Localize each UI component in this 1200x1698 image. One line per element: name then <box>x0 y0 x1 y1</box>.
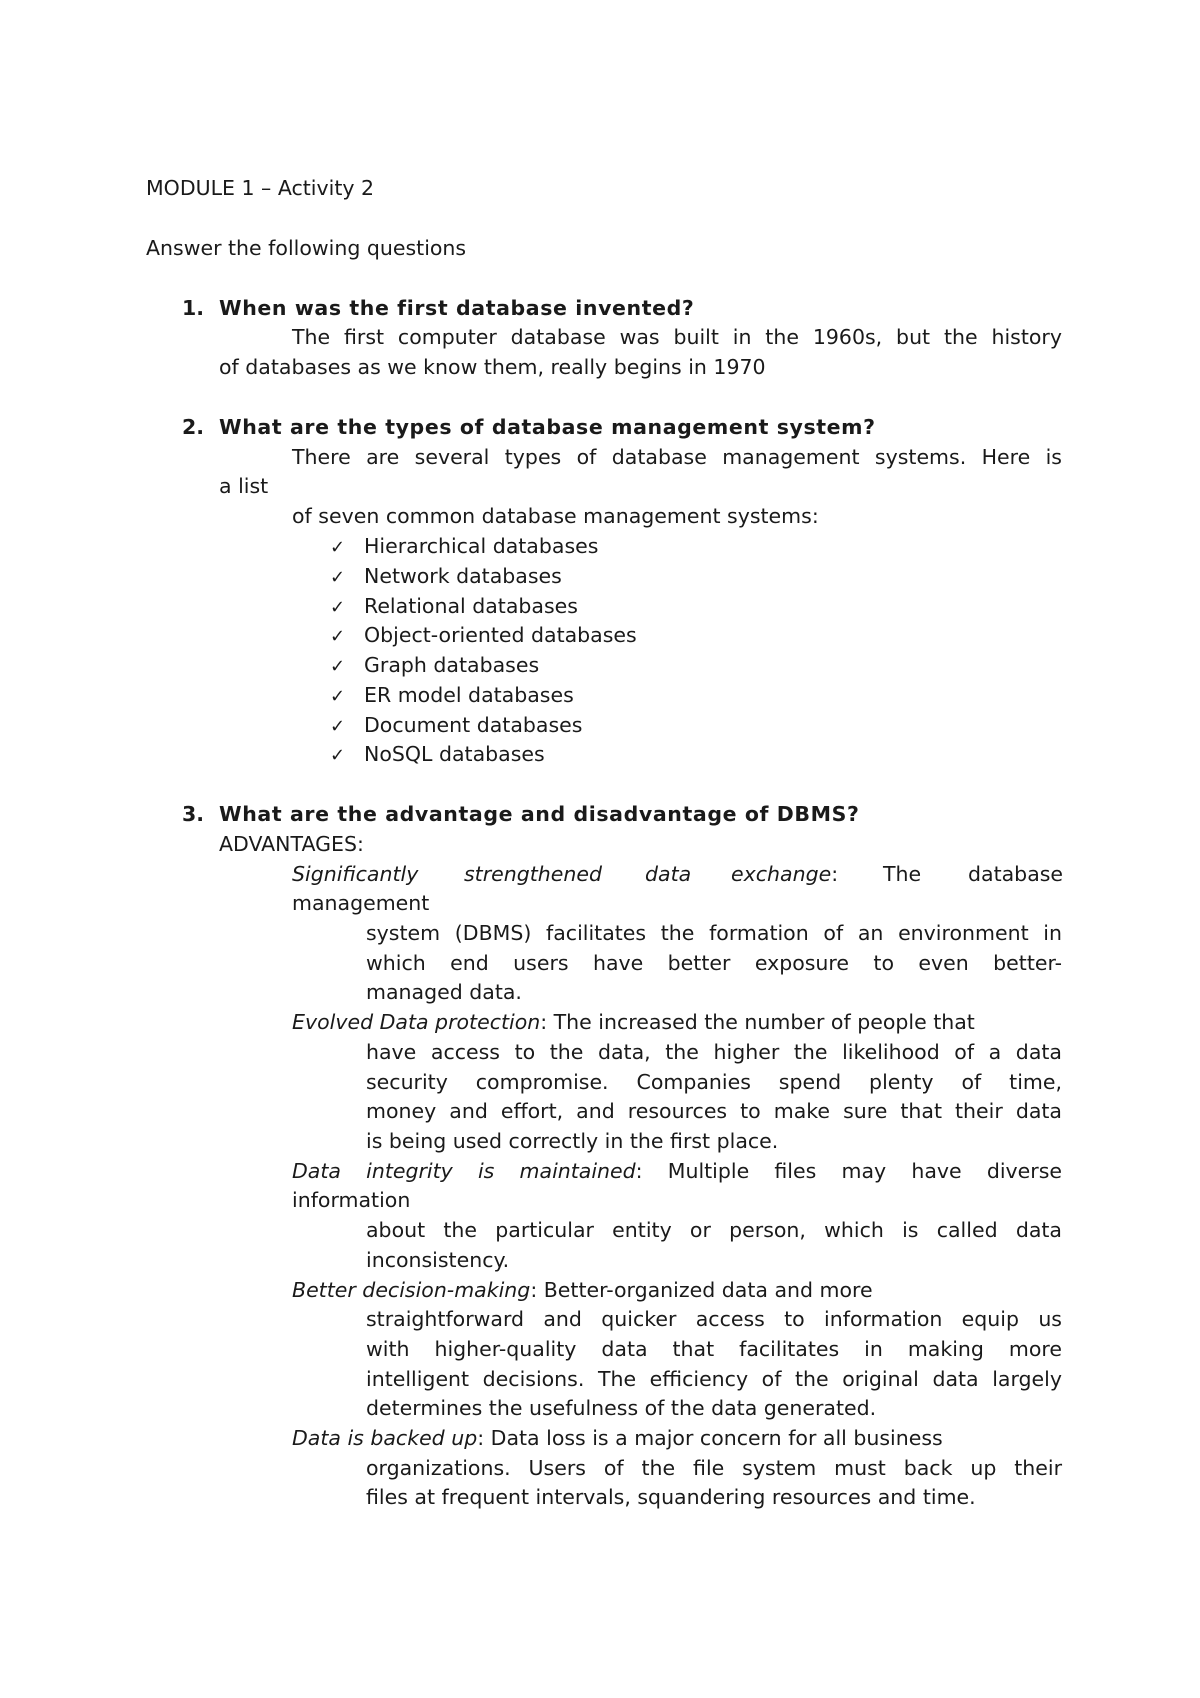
advantage-text: about the particular entity or person, which is called data <box>366 1218 1062 1242</box>
advantage-term: data <box>645 862 692 886</box>
advantage-text: management <box>292 891 430 915</box>
list-item-label: Object-oriented databases <box>364 623 637 647</box>
question-heading: What are the types of database management system? <box>219 415 876 439</box>
checkmark-icon: ✓ <box>330 716 346 737</box>
question-number: 1. <box>182 296 205 320</box>
list-item <box>330 594 345 618</box>
list-item-label: Document databases <box>364 713 583 737</box>
question-number: 3. <box>182 802 205 826</box>
advantage-text: security compromise. Companies spend plenty of time, <box>366 1070 1062 1094</box>
list-item-label: Network databases <box>364 564 562 588</box>
advantage-text: files at frequent intervals, squandering resources and time. <box>366 1485 976 1509</box>
advantage-text: organizations. Users of the file system must back up their <box>366 1456 1062 1480</box>
advantage-term: exchange: <box>731 862 839 886</box>
advantage-text: inconsistency. <box>366 1248 510 1272</box>
answer-line: There are several types of database management systems. Here is <box>292 445 1062 469</box>
advantage-term: Significantly <box>292 862 419 886</box>
advantage-text: which end users have better exposure to even better- <box>366 951 1062 975</box>
list-item-label: NoSQL databases <box>364 742 545 766</box>
advantage-item <box>292 1159 1062 1183</box>
list-item <box>330 534 345 558</box>
advantage-text: with higher-quality data that facilitates in making more <box>366 1337 1062 1361</box>
instruction-text: Answer the following questions <box>146 236 467 260</box>
advantage-text: : Better-organized data and more <box>530 1278 873 1302</box>
advantage-term: Data integrity is maintained <box>292 1159 636 1183</box>
checkmark-icon: ✓ <box>330 597 346 618</box>
advantage-text: : Data loss is a major concern for all business <box>477 1426 943 1450</box>
advantage-text: is being used correctly in the first place. <box>366 1129 779 1153</box>
list-item-label: Hierarchical databases <box>364 534 599 558</box>
checkmark-icon: ✓ <box>330 686 346 707</box>
checkmark-icon: ✓ <box>330 626 346 647</box>
advantage-text: have access to the data, the higher the likelihood of a data <box>366 1040 1062 1064</box>
advantage-item <box>292 1278 873 1302</box>
list-item <box>330 564 345 588</box>
advantage-term: Evolved Data protection <box>292 1010 541 1034</box>
advantage-text: determines the usefulness of the data generated. <box>366 1396 877 1420</box>
checkmark-icon: ✓ <box>330 656 346 677</box>
checkmark-icon: ✓ <box>330 745 346 766</box>
list-item <box>330 653 345 677</box>
list-item <box>330 742 345 766</box>
advantage-item <box>292 1010 975 1034</box>
advantage-text: database <box>968 862 1064 886</box>
list-item <box>330 623 345 647</box>
advantages-label: ADVANTAGES: <box>219 832 364 856</box>
advantage-item <box>292 1426 943 1450</box>
question-heading: What are the advantage and disadvantage of DBMS? <box>219 802 860 826</box>
answer-line: a list <box>219 474 269 498</box>
list-item <box>330 713 345 737</box>
list-item-label: Graph databases <box>364 653 540 677</box>
advantage-text: The <box>883 862 922 886</box>
advantage-term: Better decision-making <box>292 1278 531 1302</box>
list-item-label: ER model databases <box>364 683 574 707</box>
advantage-text: straightforward and quicker access to information equip us <box>366 1307 1062 1331</box>
advantage-text: money and effort, and resources to make sure that their data <box>366 1099 1062 1123</box>
advantage-text: : Multiple files may have diverse <box>635 1159 1062 1183</box>
list-item-label: Relational databases <box>364 594 578 618</box>
advantage-text: managed data. <box>366 980 522 1004</box>
advantage-text: information <box>292 1188 411 1212</box>
answer-line: The first computer database was built in the 1960s, but the history <box>292 325 1062 349</box>
checkmark-icon: ✓ <box>330 567 346 588</box>
question-heading: When was the first database invented? <box>219 296 695 320</box>
advantage-term: Data is backed up <box>292 1426 478 1450</box>
advantage-term: strengthened <box>464 862 603 886</box>
advantage-text: system (DBMS) facilitates the formation of an environment in <box>366 921 1062 945</box>
answer-line: of seven common database management systems: <box>292 504 819 528</box>
checkmark-icon: ✓ <box>330 537 346 558</box>
list-item <box>330 683 345 707</box>
advantage-text: intelligent decisions. The efficiency of the original data largely <box>366 1367 1062 1391</box>
advantage-text: : The increased the number of people that <box>540 1010 975 1034</box>
answer-line: of databases as we know them, really begins in 1970 <box>219 355 766 379</box>
document-title: MODULE 1 – Activity 2 <box>146 176 375 200</box>
question-number: 2. <box>182 415 205 439</box>
